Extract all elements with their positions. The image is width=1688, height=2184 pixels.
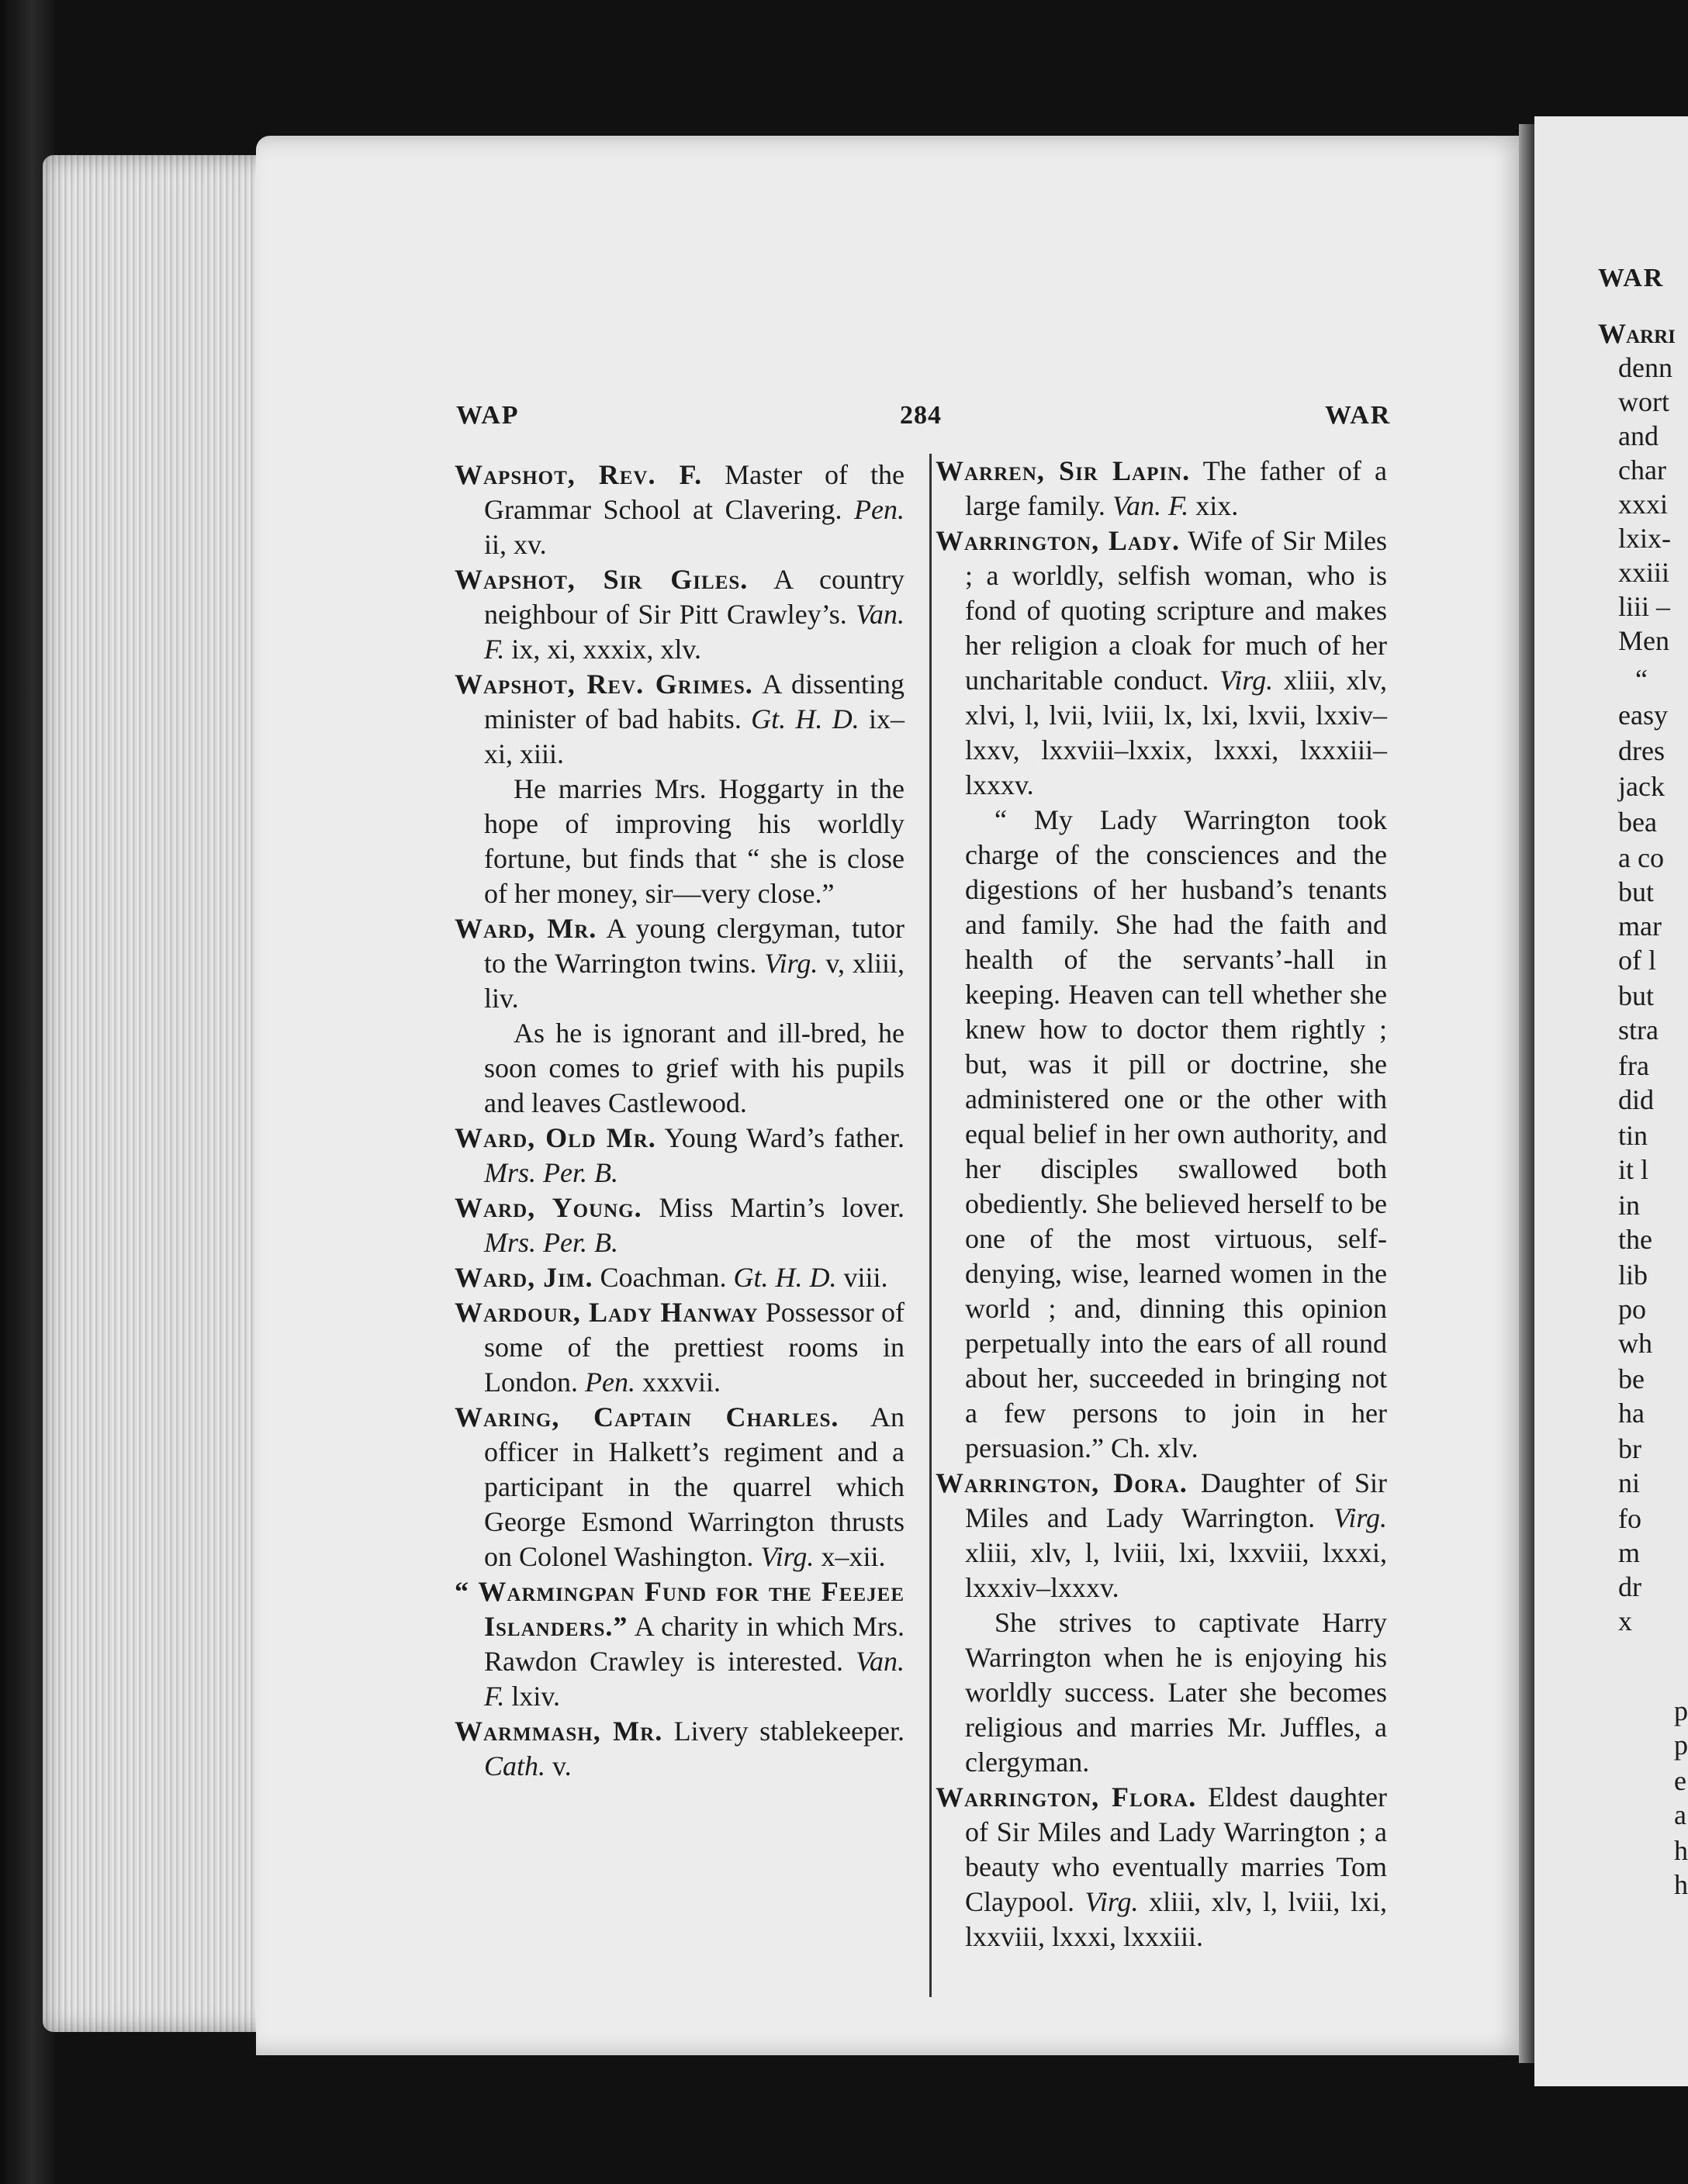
- facing-page-line: dr: [1618, 1571, 1641, 1602]
- facing-page-line: “: [1635, 664, 1648, 695]
- dictionary-entry: [455, 1260, 905, 1295]
- entry-chapter-reference: v.: [545, 1750, 572, 1781]
- entry-paragraph: As he is ignorant and ill-bred, he soon comes to grief with his pupils and leaves Castlewood.: [484, 1018, 905, 1118]
- entry-chapter-reference: lxiv.: [504, 1681, 561, 1712]
- entry-paragraph: He marries Mrs. Hoggarty in the hope of improving his worldly fortune, but finds that “ she is close of her money, sir—very close.”: [484, 773, 905, 909]
- entry-chapter-reference: x–xii.: [814, 1541, 886, 1572]
- facing-page-line: h: [1674, 1869, 1688, 1900]
- entry-work-reference: Van. F.: [484, 1646, 905, 1712]
- facing-page-line: po: [1618, 1294, 1646, 1325]
- entry-chapter-reference: v, xliii, liv.: [484, 948, 905, 1014]
- entry-work-reference: Virg.: [1333, 1502, 1387, 1533]
- entry-description: Master of the Grammar School at Clavering.: [484, 459, 905, 525]
- column-rule: [929, 454, 932, 1997]
- entry-description: Wife of Sir Miles ; a worldly, selfish woman, who is fond of quoting scripture and makes her religion a cloak for much of her uncharitable conduct.: [965, 525, 1387, 696]
- dictionary-entry: [455, 1295, 905, 1400]
- entry-description: A charity in which Mrs. Rawdon Crawley is interested.: [484, 1611, 905, 1677]
- facing-page-line: of l: [1618, 945, 1656, 976]
- facing-page: [1534, 116, 1688, 2086]
- facing-page-line: h: [1674, 1835, 1688, 1866]
- entry-chapter-reference: viii.: [836, 1262, 888, 1293]
- dictionary-entry: [936, 1466, 1387, 1605]
- facing-page-line: easy: [1618, 700, 1668, 731]
- entry-work-reference: Mrs. Per. B.: [484, 1227, 618, 1258]
- entry-headword: Ward, Mr.: [455, 913, 597, 944]
- facing-page-line: p: [1674, 1695, 1688, 1726]
- dictionary-entry: [455, 1400, 905, 1574]
- entry-chapter-reference: ix, xi, xxxix, xlv.: [504, 634, 702, 665]
- facing-page-line: ha: [1618, 1398, 1645, 1429]
- entry-chapter-reference: xliii, xlv, xlvi, l, lvii, lviii, lx, lxi, lxvii, lxxiv–lxxv, lxxviii–lxxix, lxxxi, lxxxiii–lxxxv.: [965, 665, 1387, 800]
- entry-chapter-reference: ix–xi, xiii.: [484, 703, 905, 769]
- entry-headword: Waring, Captain Charles.: [455, 1401, 839, 1432]
- entry-headword: Warmmash, Mr.: [455, 1716, 663, 1747]
- entry-description: Livery stablekeeper.: [662, 1716, 905, 1747]
- facing-page-line: but: [1618, 876, 1655, 907]
- facing-page-line: wort: [1618, 386, 1669, 417]
- entry-headword: Warren, Sir Lapin.: [936, 455, 1191, 486]
- entry-description: A country neighbour of Sir Pitt Crawley’s.: [484, 564, 905, 630]
- entry-chapter-reference: xxxvii.: [635, 1367, 721, 1398]
- facing-page-line: jack: [1618, 771, 1665, 802]
- entry-work-reference: Pen.: [585, 1367, 635, 1398]
- facing-page-line: x: [1618, 1605, 1632, 1636]
- facing-page-line: tin: [1618, 1120, 1648, 1151]
- dictionary-entry: [455, 1574, 905, 1714]
- facing-page-line: char: [1618, 454, 1666, 486]
- entry-description: A young clergyman, tutor to the Warrington twins.: [484, 913, 905, 979]
- entry-description: Young Ward’s father.: [655, 1122, 905, 1153]
- entry-chapter-reference: xliii, xlv, l, lviii, lxi, lxxviii, lxxxi, lxxxiii.: [965, 1886, 1387, 1952]
- right-column: [936, 454, 1387, 1954]
- dictionary-entry: [455, 458, 905, 562]
- facing-page-line: Warri: [1598, 318, 1676, 349]
- entry-description: The father of a large family.: [965, 455, 1387, 521]
- facing-page-line: it l: [1618, 1154, 1649, 1185]
- facing-page-line: br: [1618, 1433, 1641, 1464]
- entry-chapter-reference: xliii, xlv, l, lviii, lxi, lxxviii, lxxxi, lxxxiv–lxxxv.: [965, 1537, 1387, 1603]
- entry-description: Eldest daughter of Sir Miles and Lady Warrington ; a beauty who eventually marries Tom Claypool.: [965, 1781, 1387, 1917]
- dictionary-entry: [936, 1780, 1387, 1954]
- facing-page-line: a co: [1618, 842, 1664, 873]
- facing-page-line: fo: [1618, 1503, 1641, 1534]
- entry-chapter-reference: ii, xv.: [484, 529, 547, 560]
- book-gutter: [1519, 124, 1536, 2063]
- left-column: [455, 458, 905, 1784]
- facing-page-line: mar: [1618, 911, 1662, 942]
- entry-headword: Wapshot, Rev. Grimes.: [455, 669, 753, 700]
- facing-page-line: m: [1618, 1537, 1641, 1568]
- entry-work-reference: Mrs. Per. B.: [484, 1157, 618, 1188]
- facing-running-head: WAR: [1598, 264, 1665, 292]
- facing-page-line: xxxi: [1618, 489, 1669, 520]
- dictionary-entry: [455, 911, 905, 1016]
- dictionary-entry: [455, 1714, 905, 1784]
- dictionary-entry: [455, 667, 905, 772]
- facing-page-line: but: [1618, 980, 1655, 1011]
- facing-page-line: liii –: [1618, 591, 1671, 622]
- facing-page-line: stra: [1618, 1014, 1659, 1045]
- entry-headword: Ward, Jim.: [455, 1262, 593, 1293]
- page-number: 284: [900, 401, 942, 430]
- entry-description: Miss Martin’s lover.: [642, 1192, 905, 1223]
- entry-work-reference: Gt. H. D.: [733, 1262, 837, 1293]
- facing-page-line: Men: [1618, 625, 1669, 656]
- entry-work-reference: Virg.: [1084, 1886, 1139, 1917]
- dictionary-entry: [936, 524, 1387, 803]
- entry-headword: Ward, Old Mr.: [455, 1122, 656, 1153]
- dictionary-entry: [936, 454, 1387, 524]
- facing-page-line: did: [1618, 1084, 1655, 1115]
- facing-page-line: lxix-: [1618, 523, 1671, 554]
- facing-page-line: in: [1618, 1190, 1641, 1221]
- facing-page-line: p: [1674, 1730, 1688, 1761]
- entry-paragraph: She strives to captivate Harry Warrington when he is enjoying his worldly success. Later she becomes religious and marries Mr. Juffles, a clergyman.: [965, 1607, 1387, 1778]
- facing-page-line: bea: [1618, 807, 1657, 838]
- entry-work-reference: Virg.: [1219, 665, 1274, 696]
- facing-page-line: the: [1618, 1224, 1652, 1255]
- entry-description: An officer in Halkett’s regiment and a participant in the quarrel which George Esmond Warrington thrusts on Colonel Washington.: [484, 1401, 905, 1572]
- entry-headword: Wardour, Lady Hanway: [455, 1297, 759, 1328]
- dictionary-entry: [455, 1121, 905, 1190]
- entry-headword: Ward, Young.: [455, 1192, 642, 1223]
- facing-page-line: fra: [1618, 1050, 1649, 1081]
- entry-headword: “ Warmingpan Fund for the Feejee Islanders.”: [455, 1576, 905, 1642]
- facing-page-line: wh: [1618, 1328, 1652, 1359]
- entry-headword: Wapshot, Sir Giles.: [455, 564, 749, 595]
- facing-page-line: dres: [1618, 735, 1665, 766]
- facing-page-line: xxiii: [1618, 557, 1670, 588]
- facing-page-line: a: [1674, 1799, 1686, 1830]
- entry-work-reference: Van. F.: [484, 599, 905, 665]
- entry-description: Coachman.: [593, 1262, 734, 1293]
- entry-paragraph: “ My Lady Warrington took charge of the consciences and the digestions of her husband’s tenants and family. She had the faith and health of the servants’-hall in keeping. Heaven can tell whether she knew how to doctor them rightly ; but, was it pill or doctrine, she administered one or the other with equal belief in her own authority, and her disciples swallowed both obediently. She believed herself to be one of the most virtuous, self-denying, wise, learned women in the world ; and, dinning this opinion perpetually into the ears of all round about her, succeeded in bringing not a few persons to join in her persuasion.” Ch. xlv.: [965, 804, 1387, 1463]
- entry-description: Daughter of Sir Miles and Lady Warrington.: [965, 1467, 1387, 1533]
- entry-work-reference: Pen.: [854, 494, 905, 525]
- entry-work-reference: Gt. H. D.: [751, 703, 860, 734]
- entry-work-reference: Van. F.: [1112, 490, 1189, 521]
- entry-work-reference: Virg.: [760, 1541, 815, 1572]
- entry-description: Possessor of some of the prettiest rooms in London.: [484, 1297, 905, 1398]
- entry-headword: Wapshot, Rev. F.: [455, 459, 703, 490]
- entry-chapter-reference: xix.: [1188, 490, 1239, 521]
- facing-page-line: be: [1618, 1363, 1645, 1394]
- facing-page-line: ni: [1618, 1467, 1641, 1498]
- book-page: [256, 136, 1528, 2055]
- dictionary-entry: [455, 1190, 905, 1260]
- entry-description: A dissenting minister of bad habits.: [484, 669, 905, 734]
- facing-page-line: denn: [1618, 352, 1672, 383]
- entry-work-reference: Virg.: [764, 948, 818, 979]
- running-head-left: WAP: [456, 401, 520, 430]
- facing-page-line: and: [1618, 420, 1659, 451]
- entry-headword: Warrington, Lady.: [936, 525, 1181, 556]
- entry-headword: Warrington, Dora.: [936, 1467, 1188, 1498]
- dictionary-entry: [455, 562, 905, 667]
- facing-page-line: lib: [1618, 1260, 1648, 1291]
- entry-headword: Warrington, Flora.: [936, 1781, 1197, 1813]
- running-head-right: WAR: [1325, 401, 1392, 430]
- facing-page-line: e: [1674, 1765, 1686, 1796]
- entry-work-reference: Cath.: [484, 1750, 546, 1781]
- page-stack-edges: [43, 155, 275, 2032]
